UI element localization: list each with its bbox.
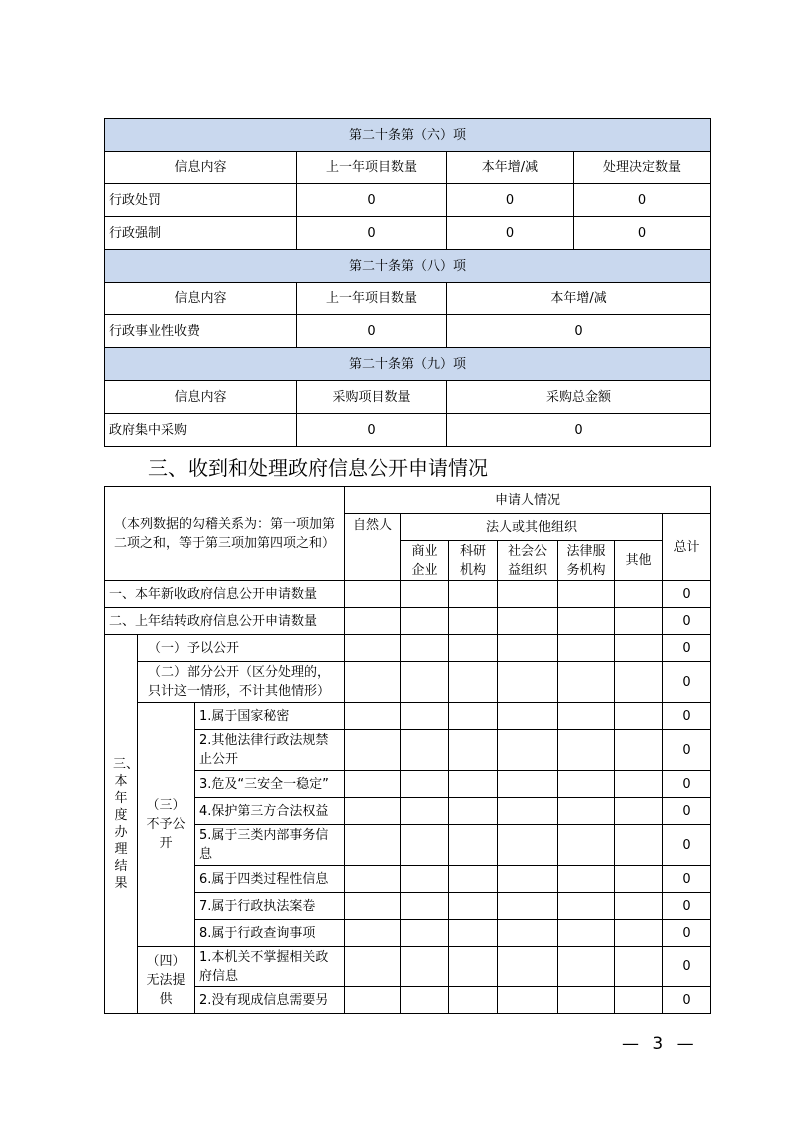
row-label: 行政事业性收费	[105, 315, 297, 348]
natural-person-header: 自然人	[345, 514, 401, 581]
total-value: 0	[663, 635, 711, 662]
row-label: （一）予以公开	[138, 635, 345, 662]
sub-row-label: 2.其他法律行政法规禁止公开	[195, 730, 345, 771]
total-value: 0	[663, 771, 711, 798]
sec9-title: 第二十条第（九）项	[105, 348, 711, 381]
row-label: 行政强制	[105, 217, 297, 250]
sub-row-label: 8.属于行政查询事项	[195, 920, 345, 947]
header-cell: 信息内容	[105, 381, 297, 414]
group3-label: 三、本年度办理结果	[105, 635, 138, 1014]
org-type-header: 其他	[615, 541, 663, 581]
sub-row-label: 2.没有现成信息需要另	[195, 987, 345, 1014]
sub-row-label: 1.属于国家秘密	[195, 703, 345, 730]
header-cell: 上一年项目数量	[297, 152, 447, 184]
legal-org-header: 法人或其他组织	[401, 514, 663, 541]
total-value: 0	[663, 893, 711, 920]
org-type-header: 商业企业	[401, 541, 449, 581]
header-cell: 本年增/减	[447, 283, 711, 315]
sub-row-label: 3.危及“三安全一稳定”	[195, 771, 345, 798]
row-label: 二、上年结转政府信息公开申请数量	[105, 608, 345, 635]
sub-row-label: 1.本机关不掌握相关政府信息	[195, 947, 345, 987]
note-cell: （本列数据的勾稽关系为：第一项加第二项之和，等于第三项加第四项之和）	[105, 487, 345, 581]
applicant-header: 申请人情况	[345, 487, 711, 514]
section-title: 三、收到和处理政府信息公开申请情况	[148, 456, 488, 480]
value-cell: 0	[447, 414, 711, 447]
page-number: — 3 —	[622, 1034, 698, 1054]
row-label: 行政处罚	[105, 184, 297, 217]
item3-group-label: （三）不予公开	[138, 703, 195, 947]
sub-row-label: 6.属于四类过程性信息	[195, 866, 345, 893]
total-value: 0	[663, 798, 711, 825]
total-header: 总计	[663, 514, 711, 581]
sub-row-label: 7.属于行政执法案卷	[195, 893, 345, 920]
header-cell: 采购总金额	[447, 381, 711, 414]
header-cell: 采购项目数量	[297, 381, 447, 414]
total-value: 0	[663, 608, 711, 635]
value-cell: 0	[297, 217, 447, 250]
total-value: 0	[663, 920, 711, 947]
org-type-header: 法律服务机构	[558, 541, 615, 581]
total-value: 0	[663, 866, 711, 893]
header-cell: 信息内容	[105, 152, 297, 184]
sub-row-label: 5.属于三类内部事务信息	[195, 825, 345, 866]
total-value: 0	[663, 987, 711, 1014]
value-cell: 0	[447, 184, 574, 217]
org-type-header: 科研机构	[449, 541, 498, 581]
value-cell: 0	[574, 184, 711, 217]
header-cell: 上一年项目数量	[297, 283, 447, 315]
total-value: 0	[663, 730, 711, 771]
total-value: 0	[663, 662, 711, 703]
total-value: 0	[663, 947, 711, 987]
value-cell: 0	[447, 217, 574, 250]
header-cell: 本年增/减	[447, 152, 574, 184]
total-value: 0	[663, 703, 711, 730]
org-type-header: 社会公益组织	[498, 541, 558, 581]
value-cell: 0	[574, 217, 711, 250]
header-cell: 处理决定数量	[574, 152, 711, 184]
total-value: 0	[663, 581, 711, 608]
value-cell: 0	[297, 414, 447, 447]
value-cell: 0	[297, 184, 447, 217]
value-cell: 0	[297, 315, 447, 348]
total-value: 0	[663, 825, 711, 866]
sub-row-label: 4.保护第三方合法权益	[195, 798, 345, 825]
row-label: 政府集中采购	[105, 414, 297, 447]
sec6-title: 第二十条第（六）项	[105, 119, 711, 152]
header-cell: 信息内容	[105, 283, 297, 315]
row-label: （二）部分公开（区分处理的，只计这一情形，不计其他情形）	[138, 662, 345, 703]
row-label: 一、本年新收政府信息公开申请数量	[105, 581, 345, 608]
value-cell: 0	[447, 315, 711, 348]
item4-group-label: （四）无法提供	[138, 947, 195, 1014]
sec8-title: 第二十条第（八）项	[105, 250, 711, 283]
disclosure-items-table	[104, 118, 711, 447]
application-stats-table	[104, 486, 711, 1014]
